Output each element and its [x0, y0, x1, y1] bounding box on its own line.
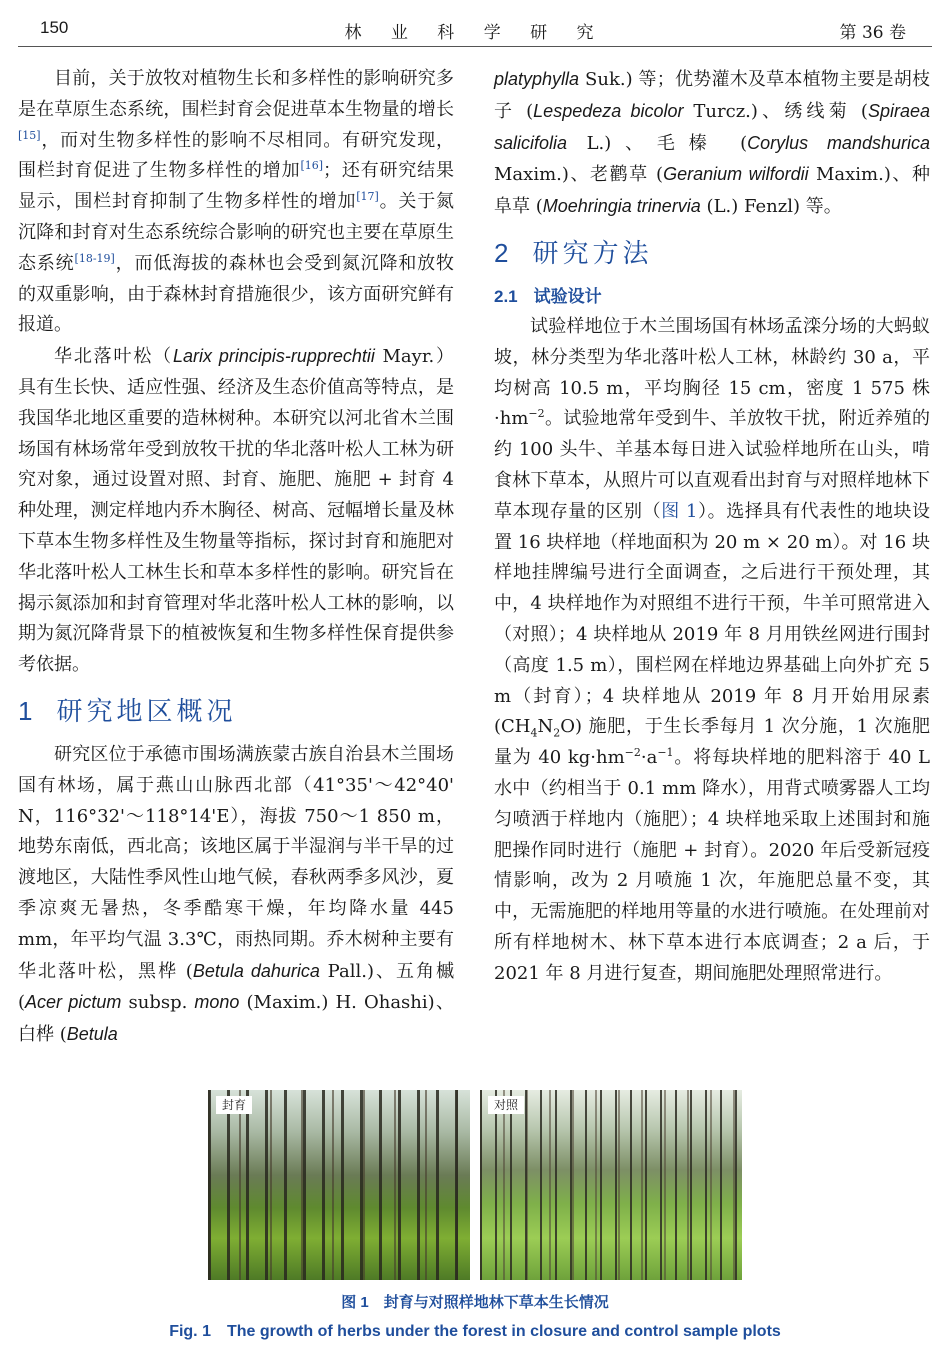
- right-column: [494, 64, 930, 990]
- journal-title: 林 业 科 学 研 究: [344, 23, 606, 43]
- section-heading-2: 2 研究方法: [494, 237, 653, 269]
- volume-label: 第 36 卷: [839, 23, 906, 43]
- closure-plot-photo: [208, 1090, 470, 1280]
- paragraph-species-continued: platyphylla Suk.) 等；优势灌木及草本植物主要是胡枝子 (Lespedeza bicolor Turcz.)、绣线菊 (Spiraea salicifolia L.)、毛榛 (Corylus mandshurica Maxim.)、老鹳草 (Geranium wilfordii Maxim.)、种阜草 (Moehringia trinervia (L.) Fenzl) 等。: [494, 69, 931, 218]
- photo-label-control: 对照: [488, 1096, 524, 1114]
- paragraph-experiment-design: 试验样地位于木兰围场国有林场孟滦分场的大蚂蚁坡，林分类型为华北落叶松人工林，林龄约 30 a，平均树高 10.5 m，平均胸径 15 cm，密度 1 575 株$\cdot hm^{-2}$。试验地常年受到牛、羊放牧干扰，附近养殖的约 100 头牛、羊基本每日进入试验样地所在山头，啃食林下草本，从照片可以直观看出封育与对照样地林下草本现存量的区别（图 1）。选择具有代表性的地块设置 16 块样地（样地面积为 20 m × 20 m）。对 16 块样地挂牌编号进行全面调查，之后进行干预处理，其中，4 块样地作为对照组不进行干预，牛羊可照常进入（对照）；4 块样地从 2019 年 8 月用铁丝网进行围封（高度 1.5 m），围栏网在样地边界基础上向外扩充 5 m（封育）；4 块样地从 2019 年 8 月开始用尿素 $(CH_4N_2O)$ 施肥，于生长季每月 1 次分施，1 次施肥量为 40 $kg\cdot hm^{-2}\cdot a^{-1}$。将每块样地的肥料溶于 40 L 水中（约相当于 0.1 mm 降水），用背式喷雾器人工均匀喷洒于样地内（施肥）；4 块样地采取上述围封和施肥操作同时进行（施肥 + 封育）。2020 年后受新冠疫情影响，改为 2 月喷施 1 次，年施肥总量不变，其中，无需施肥的样地用等量的水进行喷施。在处理前对所有样地树木、林下草本进行本底调查；2 a 后，于 2021 年 8 月进行复查，期间施肥处理照常进行。: [494, 315, 930, 984]
- paragraph-study-area: 研究区位于承德市围场满族蒙古族自治县木兰围场国有林场，属于燕山山脉西北部（41°35'～42°40' N，116°32'～118°14'E），海拔 750～1 850 m，地势东南低，西北高；该地区属于半湿润与半干旱的过渡地区，大陆性季风性山地气候，春秋两季多风沙，夏季凉爽无暑热，冬季酷寒干燥，年均降水量 445 mm，年平均气温 3.3℃，雨热同期。乔木树种主要有华北落叶松，黑桦 (Betula dahurica Pall.)、五角槭 (Acer pictum subsp. mono (Maxim.) H. Ohashi)、白桦 (Betula: [18, 743, 455, 1046]
- citation-15[interactable]: [15]: [18, 128, 41, 142]
- figure-1-link[interactable]: 图 1: [661, 500, 698, 522]
- page-number: 150: [40, 18, 69, 37]
- citation-17[interactable]: [17]: [356, 190, 379, 204]
- control-plot-photo: [480, 1090, 742, 1280]
- photo-label-closure: 封育: [216, 1096, 252, 1114]
- running-header: [18, 14, 932, 47]
- left-column: [18, 64, 454, 1051]
- paragraph-intro-grazing: 目前，关于放牧对植物生长和多样性的影响研究多是在草原生态系统，围栏封育会促进草本生物量的增长[15]，而对生物多样性的影响不尽相同。有研究发现，围栏封育促进了生物多样性的增加[16]；还有研究结果显示，围栏封育抑制了生物多样性的增加[17]。关于氮沉降和封育对生态系统综合影响的研究也主要在草原生态系统[18-19]，而低海拔的森林也会受到氮沉降和放牧的双重影响，由于森林封育措施很少，该方面研究鲜有报道。: [18, 68, 455, 336]
- latin-name: Larix principis-rupprechtii: [173, 346, 375, 367]
- citation-16[interactable]: [16]: [300, 159, 324, 173]
- subsection-heading-2-1: 2.1 试验设计: [494, 286, 602, 306]
- figure-caption-english: Fig. 1 The growth of herbs under the forest in closure and control sample plots: [169, 1323, 781, 1340]
- figure-caption-chinese: 图 1 封育与对照样地林下草本生长情况: [341, 1294, 609, 1311]
- section-heading-1: 1 研究地区概况: [18, 695, 237, 727]
- paragraph-intro-larch: 华北落叶松（Larix principis-rupprechtii Mayr.）具有生长快、适应性强、经济及生态价值高等特点，是我国华北地区重要的造林树种。本研究以河北省木兰围场国有林场常年受到放牧干扰的华北落叶松人工林为研究对象，通过设置对照、封育、施肥、施肥 + 封育 4 种处理，测定样地内乔木胸径、树高、冠幅增长量及林下草本生物多样性及生物量等指标，探讨封育和施肥对华北落叶松人工林生长和草本多样性的影响。研究旨在揭示氮添加和封育管理对华北落叶松人工林的影响，以期为氮沉降背景下的植被恢复和生物多样性保育提供参考依据。: [18, 346, 455, 676]
- citation-18-19[interactable]: [18-19]: [74, 251, 115, 265]
